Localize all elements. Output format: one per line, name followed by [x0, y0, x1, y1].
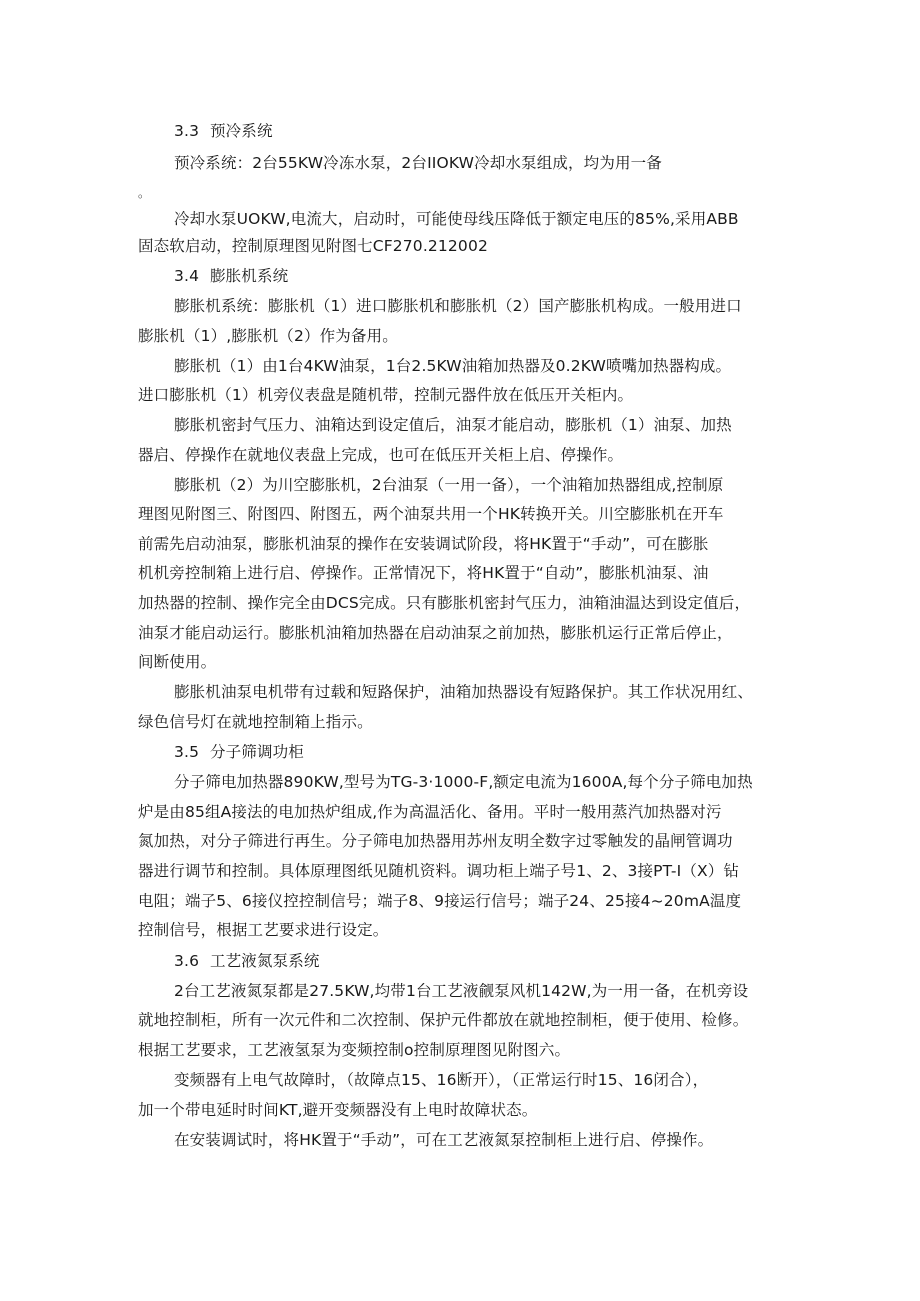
section-title: 分子筛调功柜: [210, 743, 304, 761]
paragraph-line: 膨胀机密封气压力、油箱达到设定值后，油泵才能启动，膨胀机（1）油泵、加热: [174, 416, 732, 434]
paragraph-line: 膨胀机油泵电机带有过载和短路保护，油箱加热器设有短路保护。其工作状况用红、: [174, 683, 754, 701]
paragraph-line: 绿色信号灯在就地控制箱上指示。: [138, 713, 373, 731]
paragraph-line: 器启、停操作在就地仪表盘上完成，也可在低压开关柜上启、停操作。: [138, 446, 624, 464]
paragraph-line: 分子筛电加热器890KW,型号为TG-3·1000-F,额定电流为1600A,每个分子筛电加热: [174, 773, 753, 791]
paragraph-line: 就地控制柜，所有一次元件和二次控制、保护元件都放在就地控制柜，便于使用、检修。: [138, 1011, 749, 1029]
paragraph-line: 膨胀机系统：膨胀机（1）进口膨胀机和膨胀机（2）国产膨胀机构成。一般用进口: [174, 297, 742, 315]
paragraph-line: 炉是由85组A接法的电加热炉组成,作为高温活化、备用。平时一般用蒸汽加热器对污: [138, 803, 722, 821]
section-number: 3.3: [174, 122, 200, 140]
section-title: 预冷系统: [210, 122, 273, 140]
paragraph-line: 加热器的控制、操作完全由DCS完成。只有膨胀机密封气压力，油箱油温达到设定值后，: [138, 594, 751, 612]
section-heading-3-3: [174, 120, 273, 142]
paragraph-line: 理图见附图三、附图四、附图五，两个油泵共用一个HK转换开关。川空膨胀机在开车: [138, 505, 724, 523]
section-heading-3-6: [174, 950, 320, 972]
paragraph-line: 氮加热，对分子筛进行再生。分子筛电加热器用苏州友明全数字过零触发的晶闸管调功: [138, 832, 733, 850]
paragraph-line: 2台工艺液氮泵都是27.5KW,均带1台工艺液觎泵风机142W,为一用一备，在机旁设: [174, 982, 749, 1000]
paragraph-line: 间断使用。: [138, 653, 217, 671]
paragraph-line: 膨胀机（2）为川空膨胀机，2台油泵（一用一备），一个油箱加热器组成,控制原: [174, 476, 724, 494]
paragraph-line: 电阻；端子5、6接仪控控制信号；端子8、9接运行信号；端子24、25接4~20mA温度: [138, 892, 742, 910]
section-heading-3-5: [174, 741, 304, 763]
paragraph-line: 根据工艺要求，工艺液氢泵为变频控制o控制原理图见附图六。: [138, 1041, 571, 1059]
paragraph-line: 固态软启动，控制原理图见附图七CF270.212002: [138, 237, 488, 255]
section-title: 膨胀机系统: [210, 267, 289, 285]
paragraph-line: 机机旁控制箱上进行启、停操作。正常情况下，将HK置于“自动”，膨胀机油泵、油: [138, 564, 709, 582]
section-title: 工艺液氮泵系统: [210, 952, 320, 970]
paragraph-line: 控制信号，根据工艺要求进行设定。: [138, 921, 389, 939]
paragraph-line: 。: [138, 186, 151, 200]
paragraph-line: 器进行调节和控制。具体原理图纸见随机资料。调功柜上端子号1、2、3接PT-I（X）钻: [138, 862, 740, 880]
paragraph-line: 进口膨胀机（1）机旁仪表盘是随机带，控制元器件放在低压开关柜内。: [138, 386, 634, 404]
paragraph-line: 膨胀机（1）,膨胀机（2）作为备用。: [138, 327, 398, 345]
paragraph-line: 变频器有上电气故障时，（故障点15、16断开），（正常运行时15、16闭合），: [174, 1071, 709, 1089]
paragraph-line: 油泵才能启动运行。膨胀机油箱加热器在启动油泵之前加热，膨胀机运行正常后停止，: [138, 624, 733, 642]
paragraph-line: 在安装调试时，将HK置于“手动”，可在工艺液氮泵控制柜上进行启、停操作。: [174, 1131, 714, 1149]
paragraph-line: 前需先启动油泵，膨胀机油泵的操作在安装调试阶段，将HK置于“手动”，可在膨胀: [138, 535, 709, 553]
section-number: 3.6: [174, 952, 200, 970]
section-number: 3.4: [174, 267, 200, 285]
paragraph-line: 冷却水泵UOKW,电流大，启动时，可能使母线压降低于额定电压的85%,采用ABB: [174, 210, 739, 228]
paragraph-line: 加一个带电延时时间KT,避开变频器没有上电时故障状态。: [138, 1101, 538, 1119]
paragraph-line: 预冷系统：2台55KW冷冻水泵，2台IIOKW冷却水泵组成，均为用一备: [174, 154, 662, 172]
section-number: 3.5: [174, 743, 200, 761]
paragraph-line: 膨胀机（1）由1台4KW油泵，1台2.5KW油箱加热器及0.2KW喷嘴加热器构成。: [174, 357, 732, 375]
section-heading-3-4: [174, 265, 288, 287]
